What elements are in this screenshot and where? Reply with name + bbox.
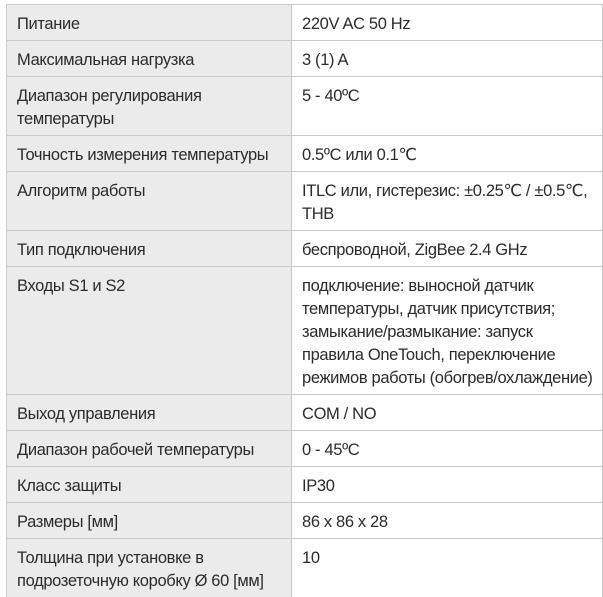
- spec-label: Питание: [7, 5, 292, 41]
- spec-label: Диапазон регулирования температуры: [7, 77, 292, 136]
- spec-row-mounting-depth: [7, 539, 603, 597]
- spec-label: Входы S1 и S2: [7, 267, 292, 395]
- spec-row-output: [7, 395, 603, 431]
- spec-row-dimensions: [7, 503, 603, 539]
- spec-label: Тип подключения: [7, 231, 292, 267]
- spec-label: Максимальная нагрузка: [7, 41, 292, 77]
- spec-value: 0.5ºC или 0.1℃: [292, 136, 603, 172]
- spec-value: 220V AC 50 Hz: [292, 5, 603, 41]
- spec-label: Алгоритм работы: [7, 172, 292, 231]
- spec-label: Толщина при установке в подрозеточную коробку Ø 60 [мм]: [7, 539, 292, 597]
- spec-value: 3 (1) A: [292, 41, 603, 77]
- spec-label: Диапазон рабочей температуры: [7, 431, 292, 467]
- spec-row-operating-temp: [7, 431, 603, 467]
- spec-value: подключение: выносной датчик температуры, датчик присутствия; замыкание/размыкание: запуск правила OneTouch, переключение режимов работы (обогрев/охлаждение): [292, 267, 603, 395]
- spec-value: 86 x 86 x 28: [292, 503, 603, 539]
- spec-row-protection-class: [7, 467, 603, 503]
- spec-label: Точность измерения температуры: [7, 136, 292, 172]
- spec-row-algorithm: [7, 172, 603, 231]
- spec-row-max-load: [7, 41, 603, 77]
- spec-value: 10: [292, 539, 603, 597]
- spec-value: IP30: [292, 467, 603, 503]
- spec-row-temp-range: [7, 77, 603, 136]
- spec-value: 0 - 45ºC: [292, 431, 603, 467]
- spec-label: Размеры [мм]: [7, 503, 292, 539]
- spec-value: COM / NO: [292, 395, 603, 431]
- spec-row-accuracy: [7, 136, 603, 172]
- spec-value: беспроводной, ZigBee 2.4 GHz: [292, 231, 603, 267]
- spec-row-connection: [7, 231, 603, 267]
- spec-value: ITLC или, гистерезис: ±0.25℃ / ±0.5℃, THB: [292, 172, 603, 231]
- spec-row-inputs: [7, 267, 603, 395]
- specifications-table: [6, 4, 603, 597]
- spec-label: Класс защиты: [7, 467, 292, 503]
- spec-label: Выход управления: [7, 395, 292, 431]
- spec-row-power: [7, 5, 603, 41]
- spec-value: 5 - 40ºC: [292, 77, 603, 136]
